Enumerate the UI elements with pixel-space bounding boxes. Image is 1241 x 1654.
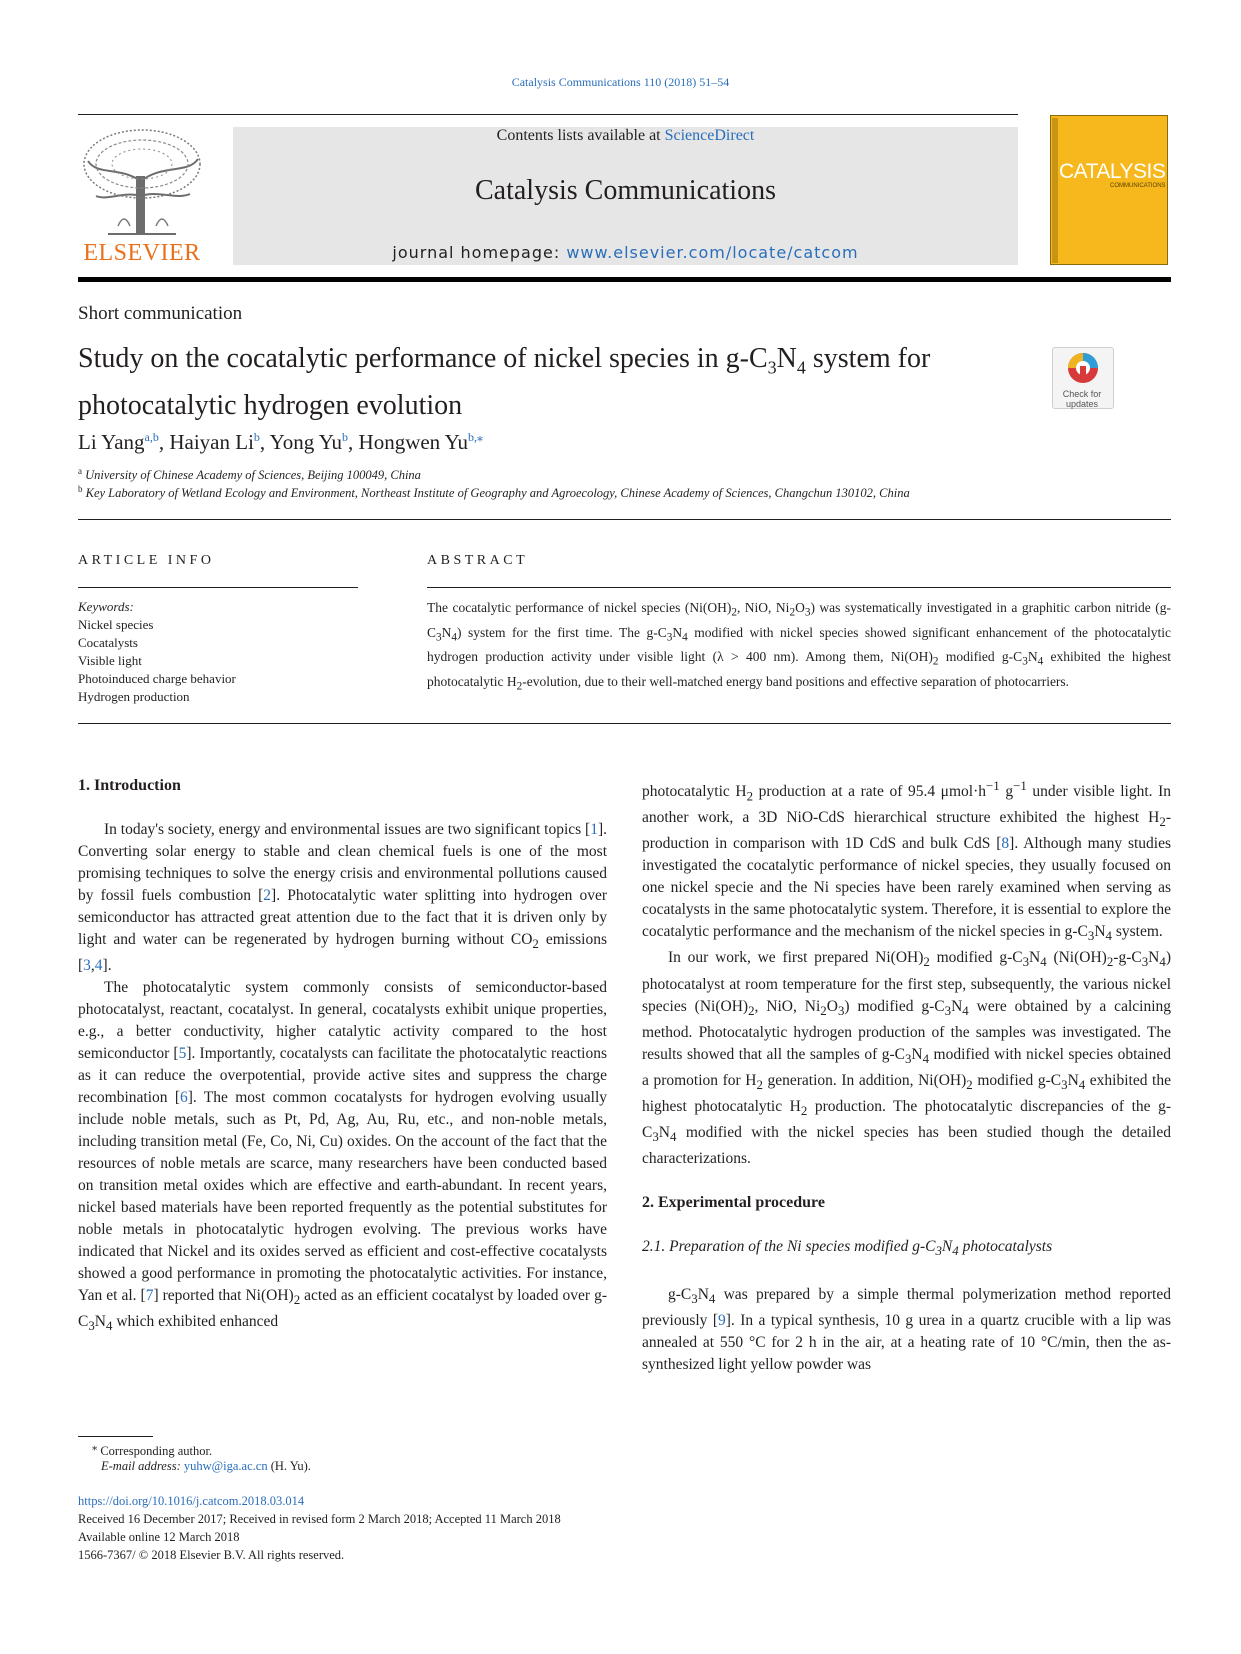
received-dates: Received 16 December 2017; Received in revised form 2 March 2018; Accepted 11 March 2018 [78, 1512, 561, 1526]
header-thick-rule [78, 277, 1171, 282]
cover-title: CATALYSIS [1059, 160, 1166, 183]
ref-link[interactable]: 1 [590, 821, 598, 838]
corresponding-author-note: ⁎ Corresponding author. [92, 1442, 213, 1459]
abstract-text: The cocatalytic performance of nickel species ($Ni(OH)_2$, NiO, $Ni_2O_3$) was systematically investigated in a graphitic carbon nitride $(g-C_3N_4)$ system for the first time. The $g-C_3N_4$ modified with nickel species showed significant enhancement of the photocatalytic hydrogen production activity under visible light (λ > 400 nm). Among them, $Ni(OH)_2$ modified $g-C_3N_4$ exhibited the highest photocatalytic $H_2$-evolution, due to their well-matched energy band positions and effective separation of photocarriers. [427, 600, 1172, 693]
ref-link[interactable]: 2 [263, 887, 272, 904]
journal-cover [1050, 115, 1168, 265]
ref-link[interactable]: 4 [94, 957, 103, 975]
rule [427, 587, 1171, 588]
crossmark-icon [1053, 348, 1113, 388]
email-line: E-mail address: yuhw@iga.ac.cn (H. Yu). [101, 1459, 311, 1473]
article-info-heading: ARTICLE INFO [78, 553, 215, 568]
copyright: 1566-7367/ © 2018 Elsevier B.V. All rights reserved. [78, 1548, 345, 1562]
rule [78, 519, 1171, 520]
intro-paragraph-2: The photocatalytic system commonly consists of semiconductor-based photocatalyst, reactant, cocatalyst. In general, cocatalysts exhibit unique properties, e.g., a better conductivity, higher catalytic activity compared to the host semiconductor [5]. Importantly, cocatalysts can facilitate the photocatalytic reactions as it can reduce the overpotential, provide active sites and suppress the charge recombination [6]. The most common cocatalysts for hydrogen evolving usually include noble metals, such as Pt, Pd, Ag, Au, Ru, etc., and non-noble metals, including transition metal (Fe, Co, Ni, Cu) oxides. On the account of the fact that the resources of noble metals are scarce, many researchers have been conducted based on transition metal oxides which are effective and earth-abundant. In recent years, nickel based materials have been reported frequently as the potential substitutes for noble metals in photocatalytic hydrogen evolving. The previous works have indicated that Nickel and its oxides served as efficient and cost-effective cocatalysts showed a good performance in promoting the photocatalytic activities. For instance, Yan et al. [7] reported that $Ni(OH)_2$ acted as an efficient cocatalyst by loaded over $g-C_3N_4$ which exhibited enhanced [78, 979, 607, 1334]
journal-name: Catalysis Communications [475, 175, 776, 206]
doi-link[interactable]: https://doi.org/10.1016/j.catcom.2018.03.014 [78, 1494, 305, 1508]
author: Haiyan Li$^b$, [169, 430, 270, 454]
ref-link[interactable]: 5 [178, 1045, 187, 1063]
right-paragraph-3: $g-C_3N_4$ was prepared by a simple thermal polymerization method reported previously [9]. In a typical synthesis, 10 g urea in a quartz crucible with a lip was annealed at 550 °C for 2 h in the air, at a heating rate of 10 °C/min, then the as-synthesized light yellow powder was [642, 1286, 1171, 1374]
keyword: Hydrogen production [78, 689, 190, 704]
section-heading-experimental: 2. Experimental procedure [642, 1194, 825, 1211]
intro-paragraph-1: In today's society, energy and environmental issues are two significant topics [1]. Converting solar energy to stable and clean chemical fuels is one of the most promising techniques to solve the energy crisis and environmental pollutions caused by fossil fuels combustion [2]. Photocatalytic water splitting into hydrogen over semiconductor has attracted great attention due to the fact that it is driven only by light and water can be regenerated by hydrogen burning without $CO_2$ emissions [3,4]. [78, 821, 608, 975]
abstract-heading: ABSTRACT [427, 553, 529, 568]
ref-link[interactable]: 7 [145, 1287, 154, 1305]
affiliation-a: $^a$ University of Chinese Academy of Sciences, Beijing 100049, China [78, 466, 421, 483]
rule [78, 723, 1171, 724]
ref-link[interactable]: 3 [83, 957, 91, 975]
right-column [642, 775, 1171, 1376]
affiliation-b: $^b$ Key Laboratory of Wetland Ecology and Environment, Northeast Institute of Geography and Agroecology, Chinese Academy of Sciences, Changchun 130102, China [78, 484, 910, 501]
ref-link[interactable]: 6 [180, 1089, 188, 1107]
right-paragraph-2: In our work, we first prepared $Ni(OH)_2$ modified $g-C_3N_4$ $(Ni(OH)_2-g-C_3N_4)$ photocatalyst at room temperature for the first step, subsequently, the various nickel species ($Ni(OH)_2$, NiO, $Ni_2O_3$) modified $g-C_3N_4$ were obtained by a calcining method. Photocatalytic hydrogen production of the samples was investigated. The results showed that all the samples of $g-C_3N_4$ modified with nickel species obtained a promotion for $H_2$ generation. In addition, $Ni(OH)_2$ modified $g-C_3N_4$ exhibited the highest photocatalytic $H_2$ production. The photocatalytic discrepancies of the $g-C_3N_4$ modified with the nickel species has been studied though the detailed characterizations. [642, 949, 1172, 1167]
keyword: Cocatalysts [78, 635, 138, 650]
check-for-updates-label: Check for updates [1062, 389, 1102, 409]
ref-link[interactable]: 8 [1001, 835, 1010, 853]
keywords-label: Keywords: [78, 599, 134, 614]
rule [78, 587, 358, 588]
cover-subtitle: COMMUNICATIONS [1110, 183, 1166, 189]
header-rule [78, 114, 1018, 115]
elsevier-wordmark: ELSEVIER [83, 240, 201, 266]
right-paragraph-1: photocatalytic $H_2$ production at a rate of 95.4 $\mu mol\cdot h^{-1}$ $g^{-1}$ under visible light. In another work, a 3D NiO-CdS hierarchical structure exhibited the highest $H_2$-production in comparison with 1D CdS and bulk CdS [8]. Although many studies investigated the cocatalytic performance of nickel species, they usually focused on one nickel specie and the Ni species have been rarely examined when serving as cocatalysts in the same photocatalytic system. Therefore, it is essential to explore the cocatalytic performance and the mechanism of the nickel species in $g-C_3N_4$ system. [642, 778, 1172, 944]
section-heading-introduction: 1. Introduction [78, 777, 181, 794]
contents-available [233, 127, 1018, 145]
author: Li Yang$^{a,b}$, [78, 430, 170, 454]
keyword: Nickel species [78, 617, 154, 632]
ref-link[interactable]: 9 [718, 1312, 726, 1330]
article-type: Short communication [78, 303, 243, 324]
article-title: Study on the cocatalytic performance of nickel species in $g-C_3N_4$ system for photocatalytic hydrogen evolution [78, 343, 931, 421]
author: Yong Yu$^b$, [269, 430, 359, 454]
author-list [78, 430, 483, 455]
journal-citation[interactable]: Catalysis Communications 110 (2018) 51–54 [511, 75, 730, 89]
homepage-link[interactable]: www.elsevier.com/locate/catcom [566, 243, 859, 262]
homepage-prefix: journal homepage: [392, 243, 567, 262]
email-link[interactable]: yuhw@iga.ac.cn [183, 1459, 268, 1473]
keyword: Visible light [78, 653, 142, 668]
cover-spine [1052, 118, 1058, 263]
footnote-rule [78, 1436, 153, 1437]
keyword: Photoinduced charge behavior [78, 671, 236, 686]
available-online: Available online 12 March 2018 [78, 1530, 240, 1544]
sciencedirect-link[interactable]: ScienceDirect [664, 127, 755, 144]
author: Hongwen $Yu^{b,⁎}$ [358, 430, 483, 454]
subsection-heading-2-1: 2.1. Preparation of the Ni species modified $g-C_3N_4$ photocatalysts [642, 1238, 1053, 1259]
left-column [78, 775, 607, 1337]
contents-prefix: Contents lists available at [496, 127, 665, 144]
journal-homepage [233, 243, 1018, 262]
